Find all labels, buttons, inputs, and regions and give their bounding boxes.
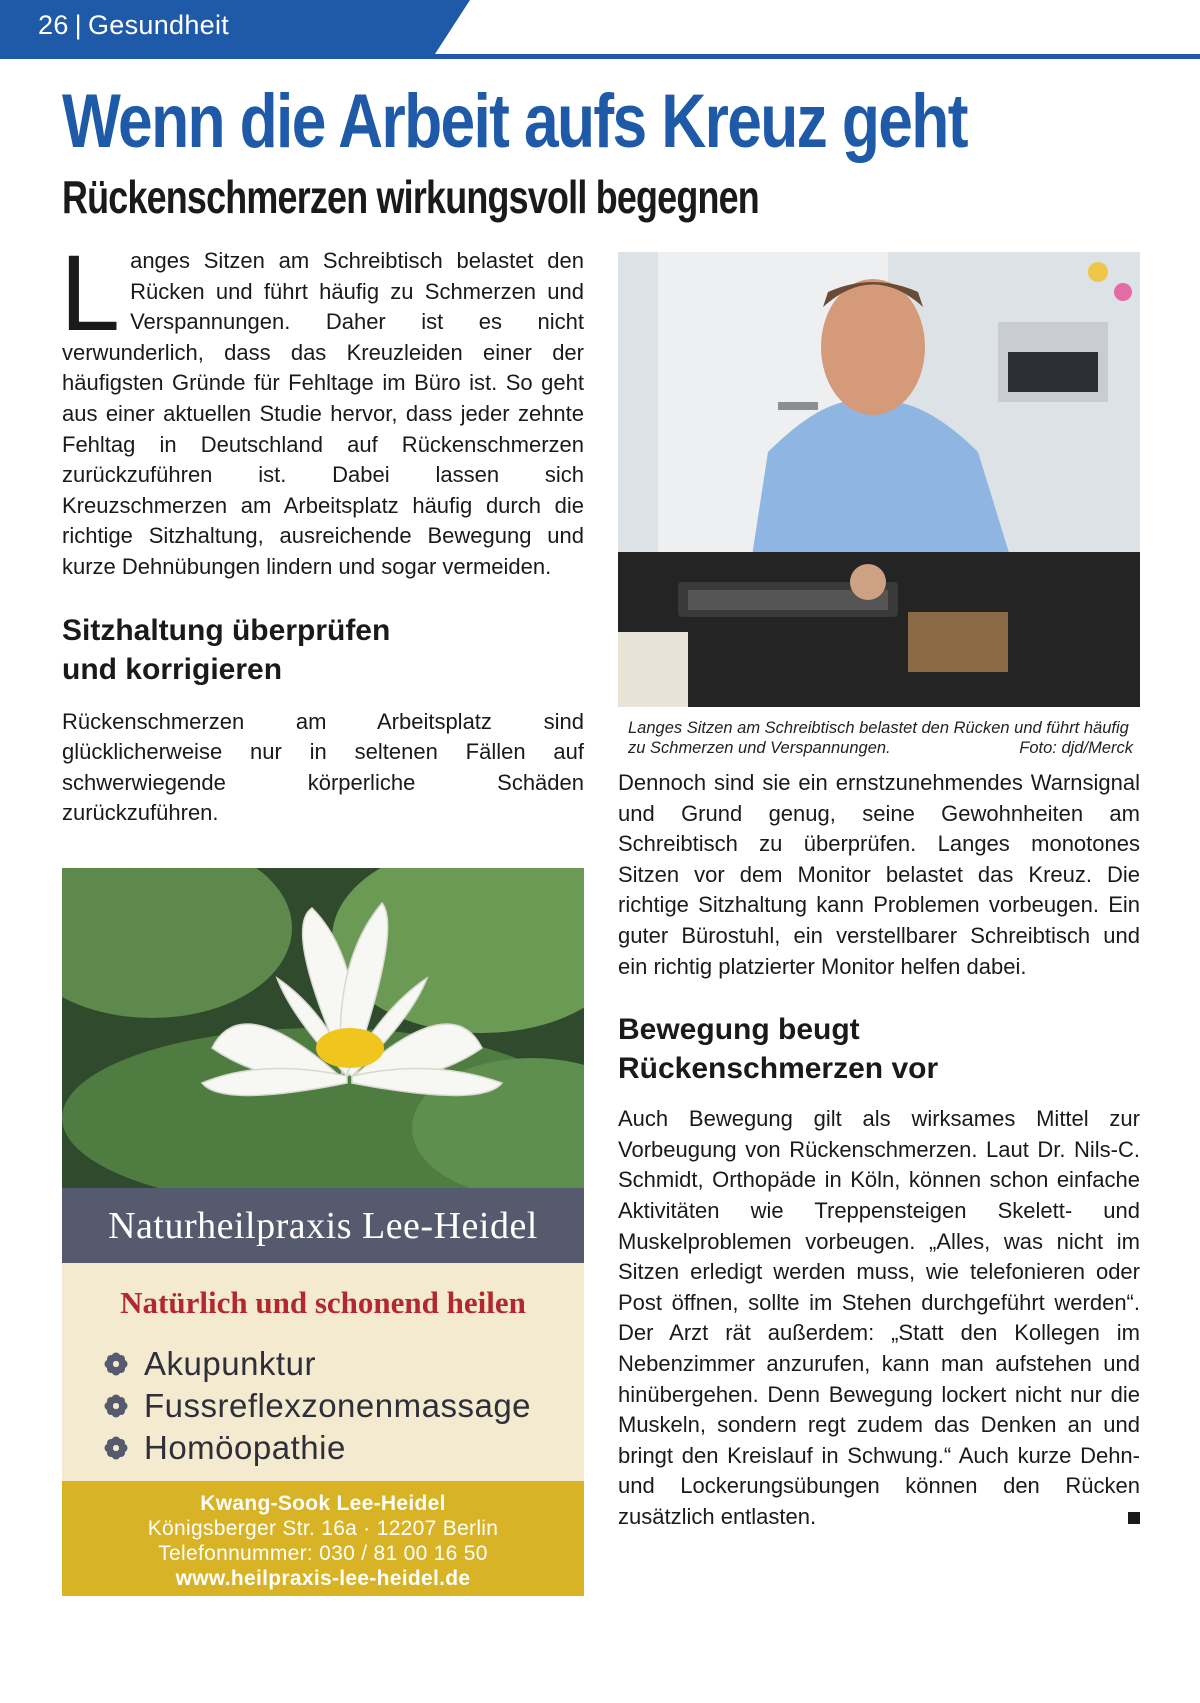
page-separator: | bbox=[74, 10, 82, 40]
ad-website[interactable]: www.heilpraxis-lee-heidel.de bbox=[175, 1567, 471, 1590]
page-number: 26 bbox=[38, 10, 69, 40]
ad-phone: Telefonnummer: 030 / 81 00 16 50 bbox=[158, 1542, 488, 1565]
section1-text: Rückenschmerzen am Arbeitsplatz sind glücklicherweise nur in seltenen Fällen auf schwerwiegende körperliche Schäden zurückzuführen. bbox=[62, 708, 584, 826]
article-photo bbox=[618, 252, 1140, 707]
ad-title: Naturheilpraxis Lee-Heidel bbox=[62, 1188, 584, 1263]
office-photo-illustration bbox=[618, 252, 1140, 707]
ad-service-label: Homöopathie bbox=[144, 1429, 346, 1466]
header-rule bbox=[0, 54, 1200, 59]
ad-service-item bbox=[104, 1343, 531, 1385]
ad-slogan: Natürlich und schonend heilen bbox=[120, 1285, 526, 1320]
section1-title: Sitzhaltung überprüfen und korrigieren bbox=[62, 613, 391, 686]
flower-bullet-icon bbox=[104, 1436, 128, 1460]
article-headline: Wenn die Arbeit aufs Kreuz geht bbox=[62, 79, 967, 164]
ad-services-list bbox=[104, 1343, 531, 1469]
water-lily-illustration bbox=[62, 868, 584, 1188]
ad-service-label: Fussreflexzonenmassage bbox=[144, 1387, 532, 1424]
ad-contact-name: Kwang-Sook Lee-Heidel bbox=[200, 1492, 446, 1515]
flower-bullet-icon bbox=[104, 1352, 128, 1376]
photo-caption bbox=[628, 718, 1133, 758]
ad-service-item bbox=[104, 1427, 531, 1469]
photo-credit: Foto: djd/Merck bbox=[1019, 739, 1133, 757]
ad-service-item bbox=[104, 1385, 531, 1427]
section2-title: Bewegung beugt Rückenschmerzen vor bbox=[618, 1013, 939, 1086]
flower-bullet-icon bbox=[104, 1394, 128, 1418]
left-column bbox=[60, 232, 584, 829]
caption-text: Langes Sitzen am Schreibtisch belastet den Rücken und führt häufig zu Schmerzen und Verspannungen. bbox=[628, 719, 1129, 757]
article-subheadline: Rückenschmerzen wirkungsvoll begegnen bbox=[62, 171, 759, 223]
advertisement bbox=[62, 868, 584, 1596]
section-tab-label bbox=[38, 10, 229, 41]
ad-services-panel bbox=[62, 1263, 584, 1481]
dropcap: L bbox=[60, 232, 121, 353]
intro-paragraph bbox=[60, 232, 584, 583]
right-column bbox=[618, 768, 1140, 1532]
ad-address: Königsberger Str. 16a · 12207 Berlin bbox=[147, 1517, 499, 1540]
section1-continued: Dennoch sind sie ein ernstzunehmendes Warnsignal und Grund genug, seine Gewohnheiten am Schreibtisch zu überprüfen. Langes monotones Sitzen vor dem Monitor belastet das Kreuz. Die richtige Sitzhaltung kann Problemen vorbeugen. Ein guter Bürostuhl, ein verstellbarer Schreibtisch und ein richtig platzierter Monitor helfen dabei. bbox=[618, 770, 1140, 979]
ad-service-label: Akupunktur bbox=[144, 1345, 316, 1382]
ad-photo bbox=[62, 868, 584, 1188]
intro-text: anges Sitzen am Schreibtisch belastet den Rücken und führt häufig zu Schmerzen und Verspannungen. Daher ist es nicht verwunderlich, dass das Kreuzleiden einer der häufigsten Gründe für Fehltage im Büro ist. So geht aus einer aktuellen Studie hervor, dass jeder zehnte Fehltag in Deutschland auf Rückenschmerzen zurückzuführen ist. Dabei lassen sich Kreuzschmerzen am Arbeitsplatz häufig durch die richtige Sitzhaltung, ausreichende Bewegung und kurze Dehnübungen lindern und sogar vermeiden. bbox=[62, 248, 584, 579]
section2-text: Auch Bewegung gilt als wirksames Mittel zur Vorbeugung von Rückenschmerzen. Laut Dr. Nils-C. Schmidt, Orthopäde in Köln, können schon einfache Aktivitäten wie Treppensteigen Skelett- und Muskelproblemen vorbeugen. „Alles, was nicht im Sitzen erledigt werden muss, wie telefonieren oder Post öffnen, sollte im Stehen durchgeführt werden“. Der Arzt rät außerdem: „Statt den Kollegen im Nebenzimmer anzurufen, kann man aufstehen und hinübergehen. Denn Bewegung lockert nicht nur die Muskeln, sondern regt zudem das Denken an und bringt den Kreislauf in Schwung.“ Auch kurze Dehn- und Lockerungsübungen können den Rücken zusätzlich entlasten. bbox=[618, 1106, 1140, 1529]
ad-contact bbox=[62, 1481, 584, 1596]
end-mark bbox=[1128, 1512, 1140, 1524]
section-name: Gesundheit bbox=[87, 10, 230, 40]
section2-paragraph bbox=[618, 1104, 1140, 1532]
